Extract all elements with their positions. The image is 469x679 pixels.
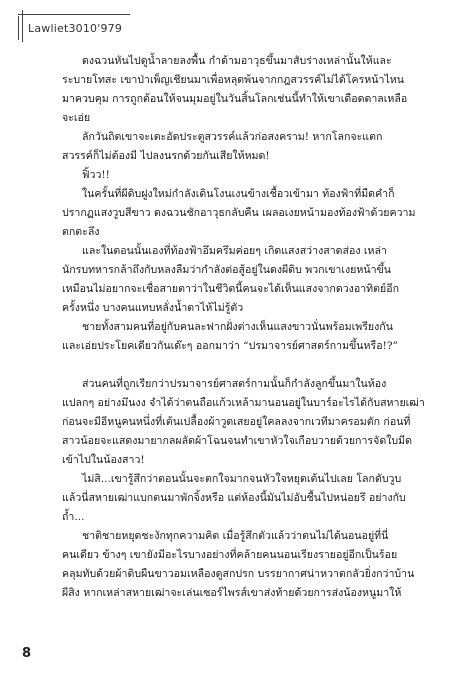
paragraph-gap: [62, 356, 438, 375]
text-line: ครั้งหนึ่ง บางคนแทบหลั่งน้ำตาไห้ไม่รู้ตัว: [62, 302, 244, 314]
text-line: ผีสิง หากเหล่าสหายเฒ่าจะเล่นเซอร์ไพรส์เขาส่งท้ายด้วยการส่งน้องหนูมาให้: [62, 587, 402, 599]
header-ornament-line: [18, 14, 130, 15]
page-number: 8: [22, 646, 32, 661]
text-line: ถ้ำ...: [62, 511, 85, 523]
text-line: ในครั้นที่ผีดิบฝูงใหม่กำลังเดินโงนเงนข้างเชื้อวเข้ามา ท้องฟ้าที่มืดคำก็: [82, 188, 395, 200]
text-line: ตกตะลึง: [62, 226, 100, 238]
text-line: แปลกๆ อย่างมึนงง จำได้ว่าตนถือแก้วเหล้ามานอนอยู่ในบาร์อะไรได้กับสหายเฒ่า: [62, 397, 425, 409]
author-name: Lawliet3010'979: [28, 22, 123, 35]
running-header: [18, 14, 138, 44]
text-line: ชายทั้งสามคนที่อยู่กับคนละฟากฝั่งต่างเห็นแสงขาวนั่นพร้อมเพรียงกัน: [82, 321, 393, 333]
text-line: ก่อนจะมีอีหนูคนหนึ่งที่เต้นเปลื้องผ้าวูดเสยอยู่ใคลลงจากเวทีมาครอมตัก ก่อนที่: [62, 416, 411, 428]
paragraph: [62, 242, 438, 318]
paragraph: [62, 185, 438, 242]
paragraph: [62, 166, 438, 185]
text-line: ระบายโทสะ เขาป่าเพ็ญเชียนมาเพื่อหลุดพ้นจากกฎสวรรค์ไม่ได้โครหน้าไหน: [62, 74, 405, 86]
text-line: คนเดียว ข้างๆ เขายังมีอะไรบางอย่างที่คล้ายคนนอนเรียงรายอยู่อีกเป็นร้อย: [62, 549, 398, 561]
text-line: มาควบคุม การถูกต้อนให้จนมุมอยู่ในวันสิ้นโลกเช่นนี้ทำให้เขาเดือดดาลเหลือ: [62, 93, 408, 105]
paragraph: [62, 527, 438, 603]
paragraph: [62, 470, 438, 527]
paragraph: [62, 318, 438, 356]
text-line: เข้าไปในน้องสาว!: [62, 454, 145, 466]
text-line: คลุมทับด้วยผ้าดิบผืนขาวอมเหลืองดูสกปรก บรรยากาศน่าหวาดกลัวยิ่งกว่าบ้าน: [62, 568, 415, 580]
text-line: แล้วนี่สหายเฒ่าแบกตนมาพักจิ้งหรือ แต่ห้องนี้มันไม่อับชื้นไปหน่อยรึ อย่างกับ: [62, 492, 406, 504]
text-line: นักรบทหารกล้าถึงกับหลงลืมว่ากำลังต่อสู้อยู่ในดงผีดิบ พวกเขาเงยหน้าขึ้น: [62, 264, 392, 276]
text-line: ชาติชายหยุดชะงักทุกความคิด เมื่อรู้สึกตัวแล้วว่าตนไม่ได้นอนอยู่ที่นี่: [82, 530, 389, 542]
header-ornament-line: [18, 16, 19, 40]
text-line: ดงฉวนหันไปดูน้ำลายลงพื้น กำด้ามอาวุธขึ้นมาสับร่างเหล่านั้นให้และ: [82, 55, 392, 67]
text-line: ส่วนคนที่ถูกเรียกว่าปรมาจารย์ศาสตร์กามนั้นก็กำลังลูกขึ้นมาในห้อง: [82, 378, 387, 390]
text-line: และเอ่ยประโยคเดียวกันเด๊ะๆ ออกมาว่า “ปรมาจารย์ศาสตร์กามขึ้นหรือ!?”: [62, 340, 398, 352]
text-line: ลักวันถิตเขาจะเตะอัดประตูสวรรค์แล้วก่อสงคราม! หากโลกจะแตก: [82, 131, 383, 143]
chapter-body: [62, 52, 438, 603]
text-line: จะเอ่ย: [62, 112, 91, 124]
paragraph: [62, 52, 438, 128]
text-line: ปรากฏแสงวูบสีขาว ดงฉวนชักอาวุธกลับคืน เผลอเงยหน้ามองท้องฟ้าด้วยความ: [62, 207, 416, 219]
paragraph: [62, 128, 438, 166]
text-line: และในตอนนั้นเองที่ท้องฟ้าอึมครึมค่อยๆ เกิดแสงสว่างสาดส่อง เหล่า: [82, 245, 387, 257]
header-ornament-line: [22, 10, 23, 42]
text-line: สวรรค์ก็ไม่ต้องมี ไปลงนรกด้วยกันเสียให้หมด!: [62, 150, 270, 162]
paragraph: [62, 375, 438, 470]
text-line: เหมือนไม่อยากจะเชื่อสายตาว่าในชีวิตนี้คนจะได้เห็นแสงจากดวงอาทิตย์อีก: [62, 283, 400, 295]
text-line: สาวน้อยจะแสดงมายากลผลัดผ้าโฉนจนทำเขาหัวใจเกือบวายด้วยการจัดใบมีด: [62, 435, 412, 447]
text-line: ไม่สิ...เขารู้สึกว่าตอนนั้นจะตกใจมากจนหัวใจหยุดเต้นไปเลย โลกดับวูบ: [82, 473, 402, 485]
text-line: ฟิ้วว!!: [82, 169, 110, 181]
